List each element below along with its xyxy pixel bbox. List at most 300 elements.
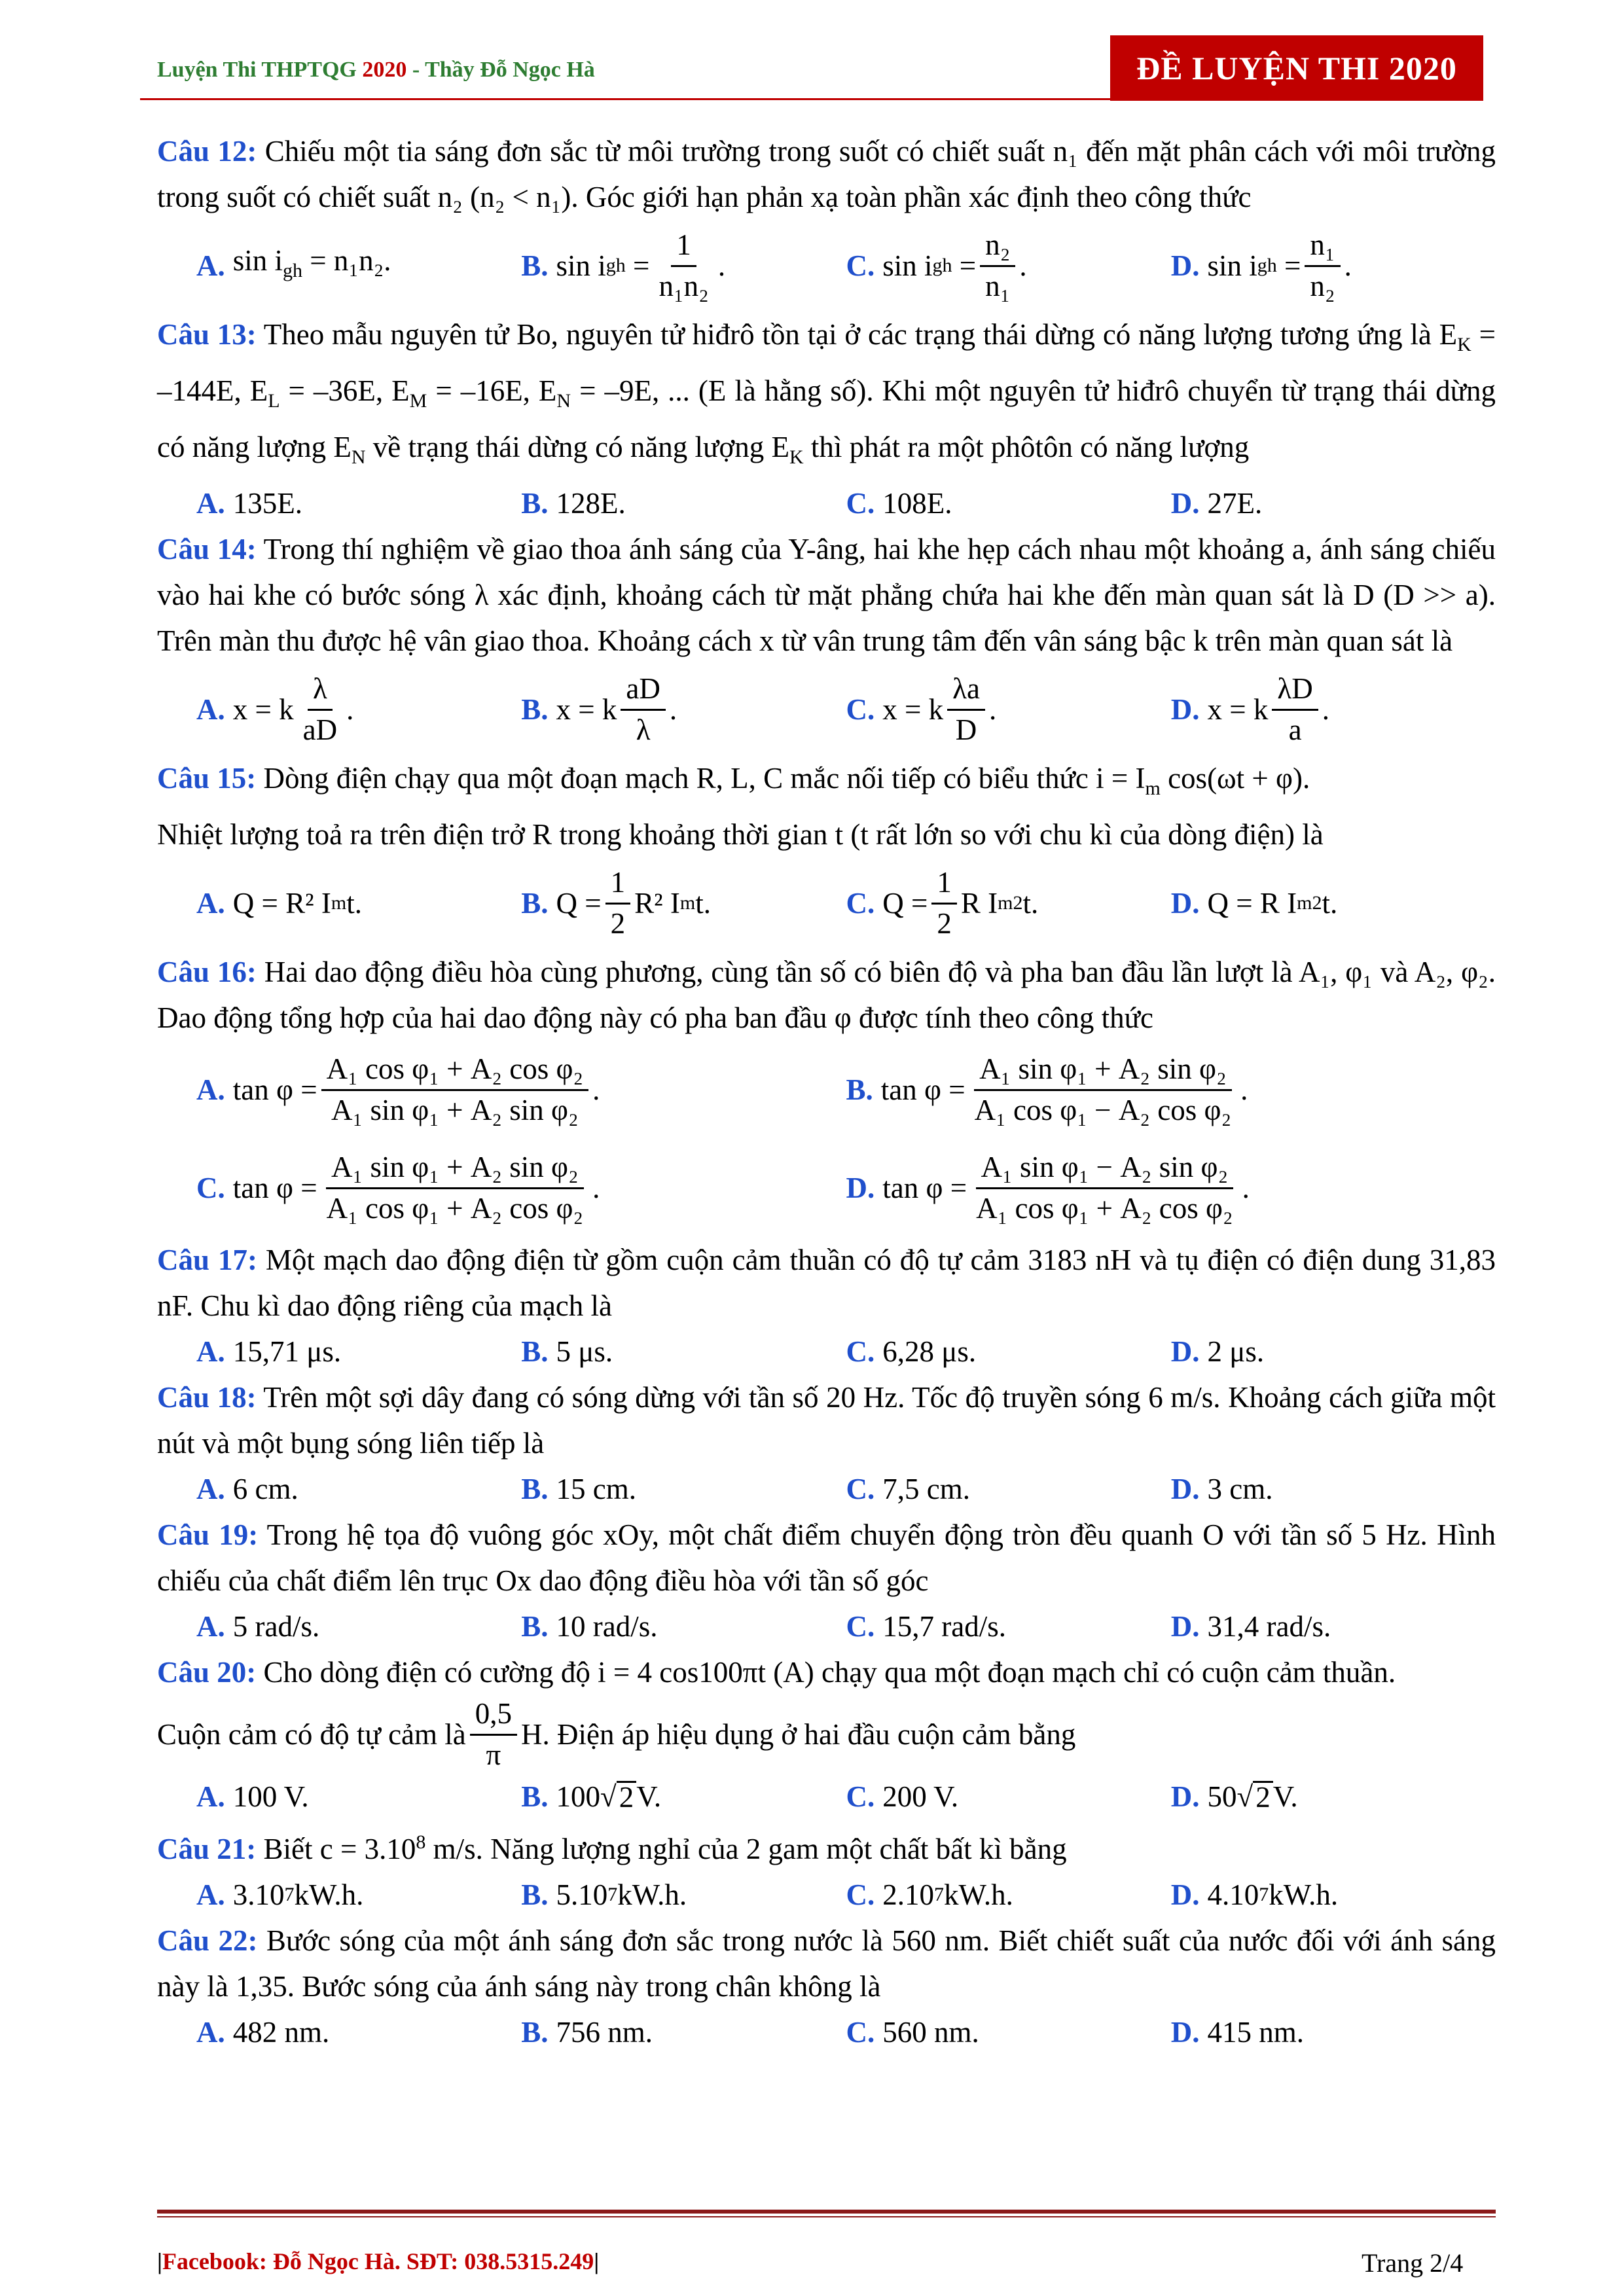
option-label: B. [521, 249, 549, 282]
option-label: A. [196, 1335, 225, 1368]
option-d [1171, 1329, 1496, 1374]
formula-part: sin i [232, 244, 283, 277]
option-value: 5.10 [556, 1878, 608, 1911]
option-b [521, 866, 846, 941]
option-label: B. [521, 487, 549, 520]
option-label: D. [1170, 487, 1200, 520]
option-d [1171, 2009, 1496, 2055]
formula-part: sin i [882, 249, 933, 282]
header-separator: - [406, 58, 425, 82]
period: . [1019, 249, 1027, 282]
formula-sup: 2 [1013, 892, 1023, 914]
option-value: 560 nm. [882, 2016, 979, 2049]
option-b [846, 1052, 1496, 1128]
fraction-denominator: π [486, 1738, 501, 1771]
period: . [346, 693, 354, 726]
question-text: = –16E, E [427, 374, 557, 407]
question-number: Câu 21: [157, 1833, 257, 1865]
option-b [521, 672, 846, 747]
answer-options [157, 1466, 1496, 1512]
option-d [1171, 228, 1496, 304]
option-d [1171, 672, 1496, 747]
option-value: 50 [1207, 1780, 1237, 1813]
formula-sup: 2 [1312, 892, 1322, 914]
superscript: 8 [416, 1831, 426, 1853]
period: . [592, 1172, 600, 1204]
answer-options-row-1 [157, 1041, 1496, 1139]
fraction-denominator: n₂ [1310, 269, 1335, 302]
formula-sub: gh [932, 255, 952, 276]
option-c [846, 228, 1171, 304]
option-value: 6,28 μs. [882, 1335, 977, 1368]
formula-part: R I [960, 887, 998, 920]
option-c [846, 1466, 1171, 1512]
footer-divider-thin [157, 2216, 1496, 2217]
question-text: = –9E, ... (E là hằng số). Khi một nguyên tử hiđrô chuyển từ trạng thái dừng có năng lượng E [157, 374, 1496, 463]
formula-lhs: tan φ = [880, 1073, 965, 1106]
formula-part: t. [346, 887, 362, 920]
option-label: B. [521, 2016, 549, 2049]
option-label: A. [196, 1473, 225, 1505]
formula-lhs: tan φ = [232, 1172, 317, 1204]
option-value: 100 [556, 1780, 601, 1813]
question-21 [157, 1820, 1496, 1872]
option-c [846, 1329, 1171, 1374]
fraction-denominator: A₁ cos φ₁ + A₂ cos φ₂ [326, 1191, 584, 1225]
question-15 [157, 755, 1496, 812]
option-label: D. [1170, 249, 1200, 282]
fraction [931, 866, 957, 941]
formula-sub: gh [283, 260, 303, 281]
question-number: Câu 14: [157, 533, 257, 565]
option-label: A. [196, 1878, 225, 1911]
header-title [157, 58, 595, 82]
header-teacher: Thầy Đỗ Ngọc Hà [425, 58, 595, 82]
option-label: C. [846, 1878, 875, 1911]
option-label: B. [521, 887, 549, 920]
question-13 [157, 312, 1496, 480]
subscript: K [789, 446, 804, 468]
option-label: C. [846, 1473, 875, 1505]
option-value: 15,7 rad/s. [882, 1610, 1006, 1643]
option-d [1171, 1466, 1496, 1512]
fraction [947, 672, 985, 747]
fraction-numerator: λa [947, 672, 985, 711]
option-d [1171, 880, 1496, 926]
question-text: m/s. Năng lượng nghỉ của 2 gam một chất bất kì bằng [425, 1833, 1067, 1865]
question-text: Chiếu một tia sáng đơn sắc từ môi trường trong suốt có chiết suất n₁ đến mặt phân cách với môi trường trong suốt có chiết suất n₂ (n₂ < n₁). Góc giới hạn phản xạ toàn phần xác định theo công thức [157, 135, 1496, 213]
option-d [1171, 480, 1496, 526]
formula-part: t. [1022, 887, 1039, 920]
question-number: Câu 22: [157, 1924, 258, 1957]
period: . [1242, 1172, 1250, 1204]
option-label: D. [1170, 1473, 1200, 1505]
option-label: D. [1170, 1780, 1200, 1813]
fraction [621, 672, 665, 747]
option-label: B. [521, 1878, 549, 1911]
option-label: B. [521, 1610, 549, 1643]
formula-lhs: x = k [556, 693, 617, 726]
answer-options [157, 857, 1496, 949]
option-value: 415 nm. [1207, 2016, 1305, 2049]
period: . [1322, 693, 1329, 726]
subscript: L [268, 390, 280, 412]
question-text: (A) chạy qua một đoạn mạch chỉ có cuộn cảm thuần. [765, 1656, 1396, 1689]
sqrt-sign: √ [600, 1780, 617, 1813]
fraction [971, 1151, 1238, 1226]
fraction-denominator: A₁ cos φ₁ + A₂ cos φ₂ [976, 1191, 1233, 1225]
option-d [846, 1151, 1496, 1226]
formula-lhs: Q = [556, 887, 602, 920]
option-value: 5 μs. [556, 1335, 613, 1368]
option-c [846, 1604, 1171, 1649]
option-value: kW.h. [617, 1878, 687, 1911]
fraction-numerator: λD [1272, 672, 1318, 711]
answer-options [157, 220, 1496, 312]
option-value: 31,4 rad/s. [1207, 1610, 1331, 1643]
question-text: = –36E, E [280, 374, 410, 407]
option-value: 2 μs. [1207, 1335, 1265, 1368]
option-value: 27E. [1207, 487, 1263, 520]
question-17 [157, 1237, 1496, 1329]
answer-options [157, 2009, 1496, 2055]
question-text: Một mạch dao động điện từ gồm cuộn cảm thuần có độ tự cảm 3183 nH và tụ điện có điện dung 31,83 nF. Chu kì dao động riêng của mạch là [157, 1244, 1496, 1322]
question-number: Câu 15: [157, 762, 257, 795]
sqrt-sign: √ [1236, 1780, 1254, 1813]
option-label: D. [1170, 693, 1200, 726]
question-text: về trạng thái dừng có năng lượng E [365, 431, 789, 463]
option-a [196, 1604, 521, 1649]
option-label: B. [521, 1473, 549, 1505]
option-a [196, 1466, 521, 1512]
option-label: A. [196, 693, 225, 726]
option-value: V. [1272, 1780, 1298, 1813]
option-a [196, 1872, 521, 1918]
question-18 [157, 1374, 1496, 1466]
formula-lhs: tan φ = [882, 1172, 967, 1204]
subscript: K [1457, 334, 1471, 355]
header-banner: ĐỀ LUYỆN THI 2020 [1110, 35, 1483, 101]
formula-part: Q = R I [1207, 887, 1297, 920]
answer-options [157, 1774, 1496, 1820]
option-value: kW.h. [1269, 1878, 1339, 1911]
question-text: Dòng điện chạy qua một đoạn mạch R, L, C mắc nối tiếp có biểu thức [256, 762, 1096, 795]
question-number: Câu 12: [157, 135, 257, 168]
footer-bar: | [157, 2248, 162, 2274]
formula-lhs: x = k [1207, 693, 1269, 726]
sqrt-radicand: 2 [1253, 1781, 1273, 1812]
sqrt-radicand: 2 [617, 1781, 637, 1812]
formula-sub: m [679, 892, 696, 914]
question-12 [157, 128, 1496, 220]
option-label: C. [846, 249, 875, 282]
option-label: C. [846, 2016, 875, 2049]
formula-lhs: x = k [232, 693, 294, 726]
question-number: Câu 20: [157, 1656, 257, 1689]
option-a [196, 672, 521, 747]
question-14 [157, 526, 1496, 664]
option-value: kW.h. [944, 1878, 1013, 1911]
option-value: 3 cm. [1207, 1473, 1273, 1505]
period: . [669, 693, 677, 726]
option-b [521, 1329, 846, 1374]
option-label: C. [846, 1610, 875, 1643]
footer-bar: | [594, 2248, 600, 2274]
subscript: N [351, 446, 366, 468]
question-number: Câu 17: [157, 1244, 257, 1276]
footer-divider-thick [157, 2210, 1496, 2214]
answer-options [157, 1872, 1496, 1918]
option-value: 6 cm. [232, 1473, 298, 1505]
question-text: H. Điện áp hiệu dụng ở hai đầu cuộn cảm bằng [521, 1718, 1076, 1751]
header-title-part1: Luyện Thi THPTQG [157, 58, 363, 82]
fraction-numerator: n₂ [980, 228, 1015, 267]
option-c [196, 1151, 846, 1226]
option-value: 15 cm. [556, 1473, 636, 1505]
option-a [196, 1052, 846, 1128]
option-label: C. [846, 1335, 875, 1368]
option-a [196, 1774, 521, 1820]
option-label: D. [1170, 887, 1200, 920]
question-text: Hai dao động điều hòa cùng phương, cùng tần số có biên độ và pha ban đầu lần lượt là A₁, φ₁ và A₂, φ₂. Dao động tổng hợp của hai dao động này có pha ban đầu φ được tính theo công thức [157, 956, 1496, 1034]
fraction-denominator: A₁ cos φ₁ − A₂ cos φ₂ [974, 1093, 1232, 1126]
option-c [846, 480, 1171, 526]
formula-part: cos(ωt + φ). [1160, 762, 1310, 795]
period: . [717, 249, 726, 282]
option-label: D. [1170, 1335, 1200, 1368]
formula-sub: gh [605, 255, 626, 276]
fraction-denominator: n₁n₂ [659, 269, 709, 302]
option-value: 10 rad/s. [556, 1610, 658, 1643]
option-b [521, 1466, 846, 1512]
question-text: Biết c = 3.10 [256, 1833, 416, 1865]
fraction [969, 1052, 1237, 1128]
formula-part: sin i [1207, 249, 1257, 282]
fraction-numerator: A₁ sin φ₁ − A₂ sin φ₂ [976, 1151, 1234, 1189]
question-text: Cho dòng điện có cường độ [256, 1656, 598, 1689]
superscript: 7 [934, 1884, 944, 1905]
option-label: A. [196, 487, 225, 520]
answer-options-row-2 [157, 1139, 1496, 1237]
option-value: 15,71 μs. [232, 1335, 342, 1368]
fraction-denominator: 2 [937, 906, 952, 940]
option-d [1171, 1774, 1496, 1820]
option-label: C. [846, 487, 875, 520]
fraction [653, 228, 713, 304]
option-label: C. [846, 693, 875, 726]
answer-options [157, 1329, 1496, 1374]
formula-part: i = I [1096, 762, 1146, 795]
fraction [298, 672, 342, 747]
question-20-continued [157, 1695, 1496, 1774]
answer-options [157, 480, 1496, 526]
option-value: 3.10 [232, 1878, 285, 1911]
equals-sign: = [625, 249, 650, 282]
fraction-numerator: 1 [671, 228, 696, 267]
questions-content [157, 128, 1496, 2055]
fraction-denominator: A₁ sin φ₁ + A₂ sin φ₂ [331, 1093, 579, 1126]
option-formula [233, 238, 391, 294]
option-c [846, 1872, 1171, 1918]
option-label: D. [846, 1172, 875, 1204]
option-label: A. [196, 1073, 225, 1106]
option-label: A. [196, 249, 225, 282]
page-number: Trang 2/4 [1362, 2248, 1464, 2278]
question-text: = –144E, E [157, 318, 1496, 407]
option-label: D. [1170, 2016, 1200, 2049]
option-label: C. [846, 887, 875, 920]
option-label: A. [196, 887, 225, 920]
subscript: N [556, 390, 571, 412]
fraction-denominator: aD [302, 713, 338, 746]
formula-lhs: x = k [882, 693, 944, 726]
equals-sign: = [1276, 249, 1301, 282]
answer-options [157, 664, 1496, 755]
option-value: 135E. [232, 487, 302, 520]
question-number: Câu 13: [157, 318, 257, 351]
option-value: 200 V. [882, 1780, 959, 1813]
fraction [1272, 672, 1318, 747]
option-d [1171, 1604, 1496, 1649]
option-value: 756 nm. [556, 2016, 653, 2049]
question-number: Câu 19: [157, 1518, 259, 1551]
period: . [988, 693, 997, 726]
option-c [846, 866, 1171, 941]
option-label: D. [1170, 1878, 1200, 1911]
option-value: 4.10 [1207, 1878, 1259, 1911]
option-b [521, 2009, 846, 2055]
formula-part: Q = R² I [232, 887, 331, 920]
question-16 [157, 949, 1496, 1041]
option-b [521, 480, 846, 526]
option-c [846, 672, 1171, 747]
formula-part: R² I [634, 887, 680, 920]
option-label: C. [846, 1780, 875, 1813]
fraction [321, 1151, 589, 1226]
fraction-numerator: aD [621, 672, 665, 711]
formula-sub: m [1145, 778, 1161, 799]
option-c [846, 1774, 1171, 1820]
formula-sub: gh [1257, 255, 1277, 276]
question-text: Trong thí nghiệm về giao thoa ánh sáng của Y-âng, hai khe hẹp cách nhau một khoảng a, ánh sáng chiếu vào hai khe có bước sóng λ xác định, khoảng cách từ mặt phẳng chứa hai khe đến màn quan sát là D (D >> a). Trên màn thu được hệ vân giao thoa. Khoảng cách x từ vân trung tâm đến vân sáng bậc k trên màn quan sát là [157, 533, 1496, 657]
option-a [196, 480, 521, 526]
footer-facebook: Facebook: Đỗ Ngọc Hà. SĐT: 038.5315.249 [162, 2248, 594, 2274]
fraction-numerator: λ [308, 672, 333, 711]
option-b [521, 1872, 846, 1918]
question-text: thì phát ra một phôtôn có năng lượng [803, 431, 1250, 463]
question-text: Bước sóng của một ánh sáng đơn sắc trong nước là 560 nm. Biết chiết suất của nước đối với ánh sáng này là 1,35. Bước sóng của ánh sáng này trong chân không là [157, 1924, 1496, 2003]
fraction-numerator: A₁ sin φ₁ + A₂ sin φ₂ [326, 1151, 584, 1189]
question-22 [157, 1918, 1496, 2009]
period: . [1344, 249, 1352, 282]
period: . [592, 1073, 600, 1106]
formula-part: sin i [556, 249, 606, 282]
formula-part: t. [1322, 887, 1338, 920]
option-b [521, 1774, 846, 1820]
superscript: 7 [1259, 1884, 1269, 1905]
question-text: Cuộn cảm có độ tự cảm là [157, 1718, 466, 1751]
fraction-numerator: 1 [931, 866, 957, 905]
header-divider [140, 98, 1483, 100]
formula-lhs: Q = [882, 887, 928, 920]
option-value: 482 nm. [232, 2016, 330, 2049]
fraction-denominator: λ [636, 713, 651, 746]
formula-part: t. [695, 887, 712, 920]
option-label: C. [196, 1172, 225, 1204]
question-text: Nhiệt lượng toả ra trên điện trở R trong khoảng thời gian t (t rất lớn so với chu kì của dòng điện) là [157, 818, 1324, 851]
answer-options [157, 1604, 1496, 1649]
footer-contact [157, 2248, 599, 2275]
fraction-denominator: a [1288, 713, 1302, 746]
option-value: 108E. [882, 487, 952, 520]
option-d [1171, 1872, 1496, 1918]
option-label: B. [521, 693, 549, 726]
option-label: A. [196, 2016, 225, 2049]
option-value: 2.10 [882, 1878, 934, 1911]
option-label: B. [846, 1073, 873, 1106]
question-15-continued [157, 812, 1496, 857]
option-b [521, 1604, 846, 1649]
formula-sub: m [331, 892, 347, 914]
formula-sub: m [998, 892, 1013, 914]
question-number: Câu 16: [157, 956, 257, 988]
option-c [846, 2009, 1171, 2055]
equals-sign: = [952, 249, 977, 282]
question-text: Theo mẫu nguyên tử Bo, nguyên tử hiđrô tồn tại ở các trạng thái dừng có năng lượng tương ứng là E [256, 318, 1458, 351]
period: . [1240, 1073, 1248, 1106]
fraction-numerator: 1 [605, 866, 631, 905]
fraction [470, 1697, 517, 1772]
option-value: kW.h. [294, 1878, 364, 1911]
option-value: 128E. [556, 487, 626, 520]
option-label: B. [521, 1335, 549, 1368]
formula-sub: m [1297, 892, 1312, 914]
fraction [605, 866, 631, 941]
fraction-denominator: n₁ [985, 269, 1011, 302]
option-label: A. [196, 1780, 225, 1813]
question-19 [157, 1512, 1496, 1604]
question-text: Trên một sợi dây đang có sóng dừng với tần số 20 Hz. Tốc độ truyền sóng 6 m/s. Khoảng cách giữa một nút và một bụng sóng liên tiếp là [157, 1381, 1496, 1460]
option-b [521, 228, 846, 304]
header-year: 2020 [362, 58, 407, 82]
option-label: B. [521, 1780, 549, 1813]
fraction-numerator: A₁ sin φ₁ + A₂ sin φ₂ [974, 1052, 1232, 1091]
option-a [196, 1329, 521, 1374]
fraction-denominator: D [955, 713, 977, 746]
formula-part: i = 4 cos100πt [598, 1656, 766, 1689]
option-a [196, 2009, 521, 2055]
superscript: 7 [607, 1884, 618, 1905]
formula-part: = n₁n₂. [302, 244, 391, 277]
fraction-denominator: 2 [610, 906, 626, 940]
formula-lhs: tan φ = [232, 1073, 317, 1106]
fraction [1305, 228, 1340, 304]
fraction-numerator: n₁ [1305, 228, 1340, 267]
option-value: 7,5 cm. [882, 1473, 970, 1505]
question-number: Câu 18: [157, 1381, 257, 1414]
question-20 [157, 1649, 1496, 1695]
fraction-numerator: A₁ cos φ₁ + A₂ cos φ₂ [321, 1052, 589, 1091]
option-a [196, 880, 521, 926]
option-a [196, 238, 521, 294]
question-text: Trong hệ tọa độ vuông góc xOy, một chất điểm chuyển động tròn đều quanh O với tần số 5 Hz. Hình chiếu của chất điểm lên trục Ox dao động điều hòa với tần số góc [157, 1518, 1496, 1597]
option-value: 100 V. [232, 1780, 309, 1813]
option-value: V. [636, 1780, 662, 1813]
fraction [321, 1052, 589, 1128]
fraction [980, 228, 1015, 304]
fraction-numerator: 0,5 [470, 1697, 517, 1736]
option-label: D. [1170, 1610, 1200, 1643]
